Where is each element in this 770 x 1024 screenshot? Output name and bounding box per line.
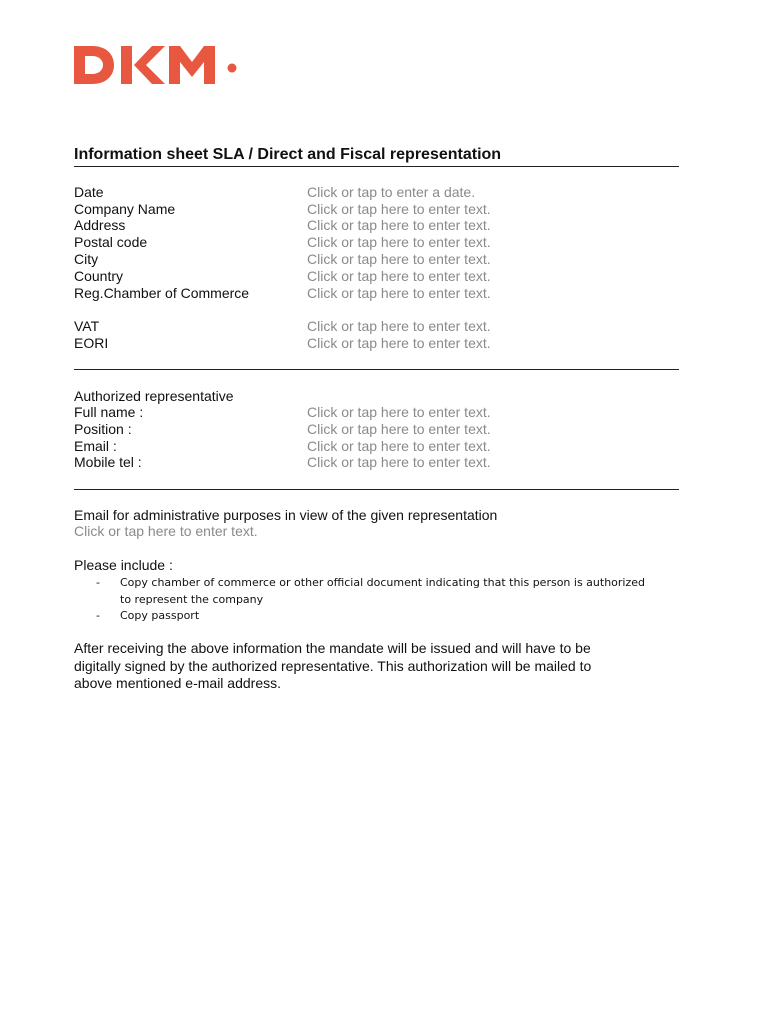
representative-heading: Authorized representative: [74, 388, 234, 404]
list-item-text: to represent the company: [120, 592, 264, 606]
bullet-dash: -: [96, 576, 100, 589]
field-label: Reg.Chamber of Commerce: [74, 285, 250, 301]
field-row-company-name: [74, 201, 679, 218]
address-input[interactable]: Click or tap here to enter text.: [307, 217, 491, 233]
closing-paragraph: [74, 640, 674, 693]
field-row-country: [74, 268, 679, 285]
position-input[interactable]: Click or tap here to enter text.: [307, 421, 491, 437]
field-label: Mobile tel :: [74, 454, 142, 470]
field-label: City: [74, 251, 99, 267]
field-row-email: [74, 438, 679, 455]
email-input[interactable]: Click or tap here to enter text.: [307, 438, 491, 454]
include-heading: Please include :: [74, 557, 173, 573]
field-label: Country: [74, 268, 124, 284]
chamber-of-commerce-input[interactable]: Click or tap here to enter text.: [307, 285, 491, 301]
bullet-dash: -: [96, 609, 100, 622]
field-row-position: [74, 421, 679, 438]
page-title: Information sheet SLA / Direct and Fiscal representation: [74, 146, 502, 163]
eori-input[interactable]: Click or tap here to enter text.: [307, 335, 491, 351]
field-row-city: [74, 251, 679, 268]
mobile-input[interactable]: Click or tap here to enter text.: [307, 454, 491, 470]
field-row-chamber-of-commerce: [74, 285, 679, 302]
vat-input[interactable]: Click or tap here to enter text.: [307, 318, 491, 334]
dkm-logo-icon: [72, 42, 242, 88]
field-label: Full name :: [74, 404, 144, 420]
closing-line: above mentioned e-mail address.: [74, 675, 282, 691]
country-input[interactable]: Click or tap here to enter text.: [307, 268, 491, 284]
field-label: VAT: [74, 318, 100, 334]
field-label: Date: [74, 184, 104, 200]
postal-code-input[interactable]: Click or tap here to enter text.: [307, 234, 491, 250]
list-item: [96, 575, 686, 608]
field-row-postal-code: [74, 234, 679, 251]
list-item-text: Copy passport: [120, 609, 200, 622]
field-row-full-name: [74, 404, 679, 421]
field-label: Address: [74, 217, 126, 233]
include-list: [96, 575, 686, 625]
list-item-text: Copy chamber of commerce or other official document indicating that this person is authorized: [120, 576, 646, 589]
field-label: Postal code: [74, 234, 148, 250]
section-divider: [74, 369, 679, 370]
section-divider: [74, 489, 679, 490]
field-label: Position :: [74, 421, 132, 437]
full-name-input[interactable]: Click or tap here to enter text.: [307, 404, 491, 420]
field-row-date: [74, 184, 679, 201]
field-row-eori: [74, 335, 679, 352]
closing-line: After receiving the above information the mandate will be issued and will have to be: [74, 640, 591, 656]
admin-email-input[interactable]: Click or tap here to enter text.: [74, 523, 258, 539]
field-label: EORI: [74, 335, 109, 351]
field-row-vat: [74, 318, 679, 335]
closing-line: digitally signed by the authorized representative. This authorization will be mailed to: [74, 657, 592, 674]
date-input[interactable]: Click or tap to enter a date.: [307, 184, 476, 200]
admin-email-label: Email for administrative purposes in view of the given representation: [74, 507, 498, 523]
field-label: Email :: [74, 438, 117, 454]
city-input[interactable]: Click or tap here to enter text.: [307, 251, 491, 267]
company-name-input[interactable]: Click or tap here to enter text.: [307, 201, 491, 217]
field-row-mobile: [74, 454, 679, 471]
list-item: [96, 608, 686, 625]
field-row-address: [74, 217, 679, 234]
title-divider: [74, 166, 679, 167]
field-label: Company Name: [74, 201, 176, 217]
